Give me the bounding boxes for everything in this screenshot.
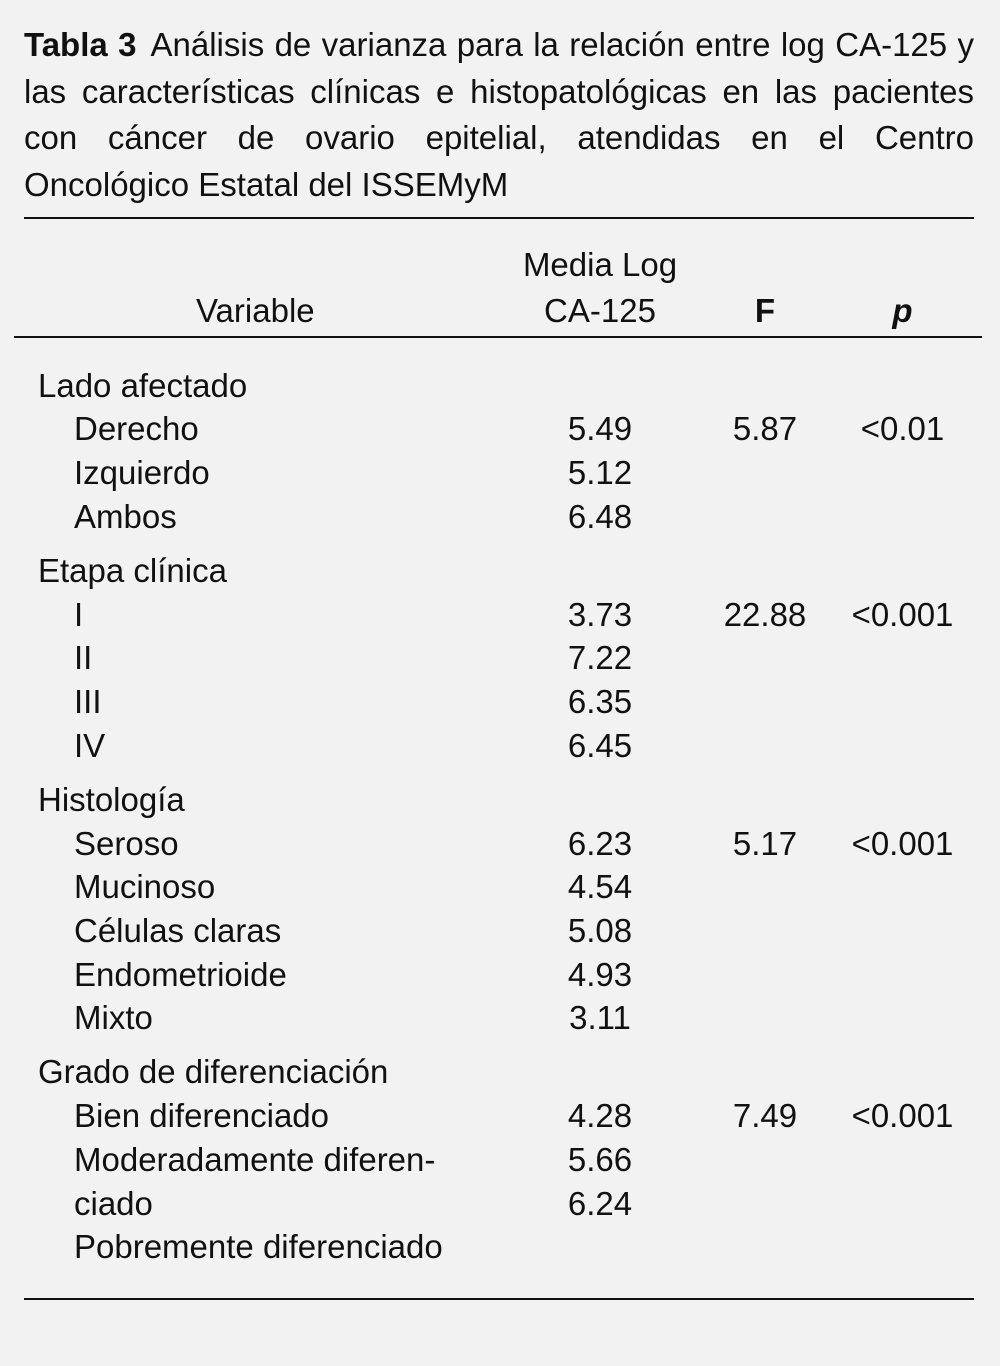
table-caption [24, 22, 974, 208]
group-f-value: 7.49 [732, 1097, 798, 1134]
row-mean: 5.12 [567, 454, 633, 491]
row-label: I [74, 596, 84, 633]
row-mean: 6.48 [567, 498, 633, 535]
group-label: Lado afectado [38, 367, 248, 404]
header-variable: Variable [196, 292, 315, 329]
row-mean: 3.73 [567, 596, 633, 633]
row-mean: 5.08 [567, 912, 633, 949]
group-label: Grado de diferenciación [38, 1053, 389, 1090]
row-label: Ambos [74, 498, 177, 535]
row-label: Moderadamente diferen- [74, 1141, 436, 1178]
row-mean: 4.28 [567, 1097, 633, 1134]
group-p-value: <0.01 [860, 410, 945, 447]
row-label: Células claras [74, 912, 282, 949]
row-label: Mucinoso [74, 868, 216, 905]
top-rule [24, 217, 974, 219]
row-label: Izquierdo [74, 454, 210, 491]
row-mean: 6.24 [567, 1185, 633, 1222]
table-label: Tabla 3 [24, 26, 137, 63]
group-p-value: <0.001 [851, 825, 954, 862]
header-f: F [754, 292, 776, 329]
group-f-value: 22.88 [723, 596, 807, 633]
row-label: Derecho [74, 410, 199, 447]
group-p-value: <0.001 [851, 1097, 954, 1134]
row-label: IV [74, 727, 106, 764]
row-label: Bien diferenciado [74, 1097, 330, 1134]
row-label: Pobremente diferenciado [74, 1228, 443, 1265]
row-mean: 6.35 [567, 683, 633, 720]
row-mean: 7.22 [567, 639, 633, 676]
row-mean: 6.45 [567, 727, 633, 764]
header-p: p [892, 292, 913, 329]
row-mean: 4.93 [567, 956, 633, 993]
row-label: III [74, 683, 102, 720]
row-mean: 5.66 [567, 1141, 633, 1178]
caption-text: Análisis de varianza para la relación entre log CA-125 y las características clínicas e histopatológicas en las pacientes con cáncer de ovario epitelial, atendidas en el Centro Oncológico Estatal del ISSEMyM [24, 26, 975, 203]
row-label: Endometrioide [74, 956, 287, 993]
row-mean: 4.54 [567, 868, 633, 905]
header-rule [14, 336, 982, 338]
group-p-value: <0.001 [851, 596, 954, 633]
group-f-value: 5.17 [732, 825, 798, 862]
row-mean: 6.23 [567, 825, 633, 862]
row-label: ciado [74, 1185, 153, 1222]
header-mean-line1: Media Log [522, 246, 678, 283]
row-mean: 3.11 [569, 999, 631, 1036]
row-label: II [74, 639, 93, 676]
row-label: Seroso [74, 825, 179, 862]
row-mean: 5.49 [567, 410, 633, 447]
group-label: Etapa clínica [38, 552, 227, 589]
row-label: Mixto [74, 999, 153, 1036]
bottom-rule [24, 1298, 974, 1300]
group-label: Histología [38, 781, 185, 818]
header-mean-line2: CA-125 [544, 292, 656, 329]
group-f-value: 5.87 [732, 410, 798, 447]
